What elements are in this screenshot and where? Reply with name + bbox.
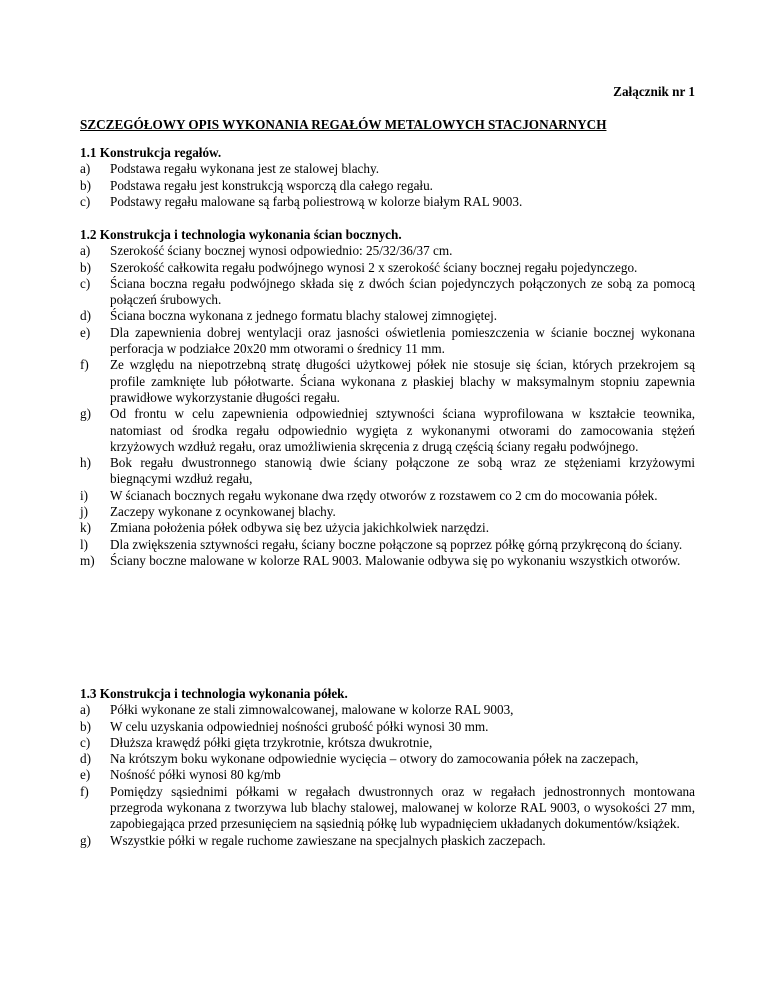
list-item-text: Ściana boczna wykonana z jednego formatu blachy stalowej zimnogiętej. xyxy=(110,308,498,324)
list-item-marker: c) xyxy=(80,734,91,750)
list-item xyxy=(80,504,695,520)
list-item-text: W ścianach bocznych regału wykonane dwa rzędy otworów z rozstawem co 2 cm do mocowania półek. xyxy=(110,487,658,503)
list-item xyxy=(80,833,695,849)
list-item xyxy=(80,553,695,569)
list-item xyxy=(80,735,695,751)
list-item-marker: h) xyxy=(80,455,91,471)
section-item-list xyxy=(80,243,695,569)
section-item-list xyxy=(80,161,695,210)
list-item xyxy=(80,784,695,833)
list-item-marker: g) xyxy=(80,832,91,848)
list-item-marker: a) xyxy=(80,161,91,177)
list-item xyxy=(80,537,695,553)
list-item-text: W celu uzyskania odpowiedniej nośności grubość półki wynosi 30 mm. xyxy=(110,718,489,734)
list-item-text: Na krótszym boku wykonane odpowiednie wycięcia – otwory do zamocowania półek na zaczepach, xyxy=(110,751,639,767)
page-title: SZCZEGÓŁOWY OPIS WYKONANIA REGAŁÓW METALOWYCH STACJONARNYCH xyxy=(80,117,607,132)
list-item-text: Ściana boczna regału podwójnego składa się z dwóch ścian pojedynczych połączonych ze sobą za pomocą połączeń śrubowych. xyxy=(110,275,695,308)
list-item-marker: g) xyxy=(80,406,91,422)
list-item-text: Od frontu w celu zapewnienia odpowiedniej sztywności ściana wyprofilowana w kształcie teownika, natomiast od środka regału odpowiednio wygięta z wykonanymi otworami do zamocowania stężeń krzyżowych wzdłuż regału, oraz umożliwienia skręcenia z drugą częścią ściany regału podwójnego. xyxy=(110,406,695,454)
list-item-text: Ze względu na niepotrzebną stratę długości użytkowej półek nie stosuje się ścian, których przekrojem są profile zamknięte lub półotwarte. Ściana wykonana z płaskiej blachy w maksymalnym stopniu zapewnia prawidłowe wykorzystanie długości regału. xyxy=(110,357,695,405)
list-item-text: Nośność półki wynosi 80 kg/mb xyxy=(110,767,281,783)
list-item-text: Szerokość ściany bocznej wynosi odpowiednio: 25/32/36/37 cm. xyxy=(110,243,453,259)
section-construction-of-shelving xyxy=(80,145,695,210)
list-item-marker: e) xyxy=(80,324,91,340)
list-item xyxy=(80,194,695,210)
annex-label: Załącznik nr 1 xyxy=(613,84,695,99)
list-item xyxy=(80,243,695,259)
list-item-text: Zaczepy wykonane z ocynkowanej blachy. xyxy=(110,504,336,520)
list-item-marker: a) xyxy=(80,243,91,259)
list-item xyxy=(80,702,695,718)
section-side-walls xyxy=(80,227,695,569)
list-item xyxy=(80,161,695,177)
list-item-marker: e) xyxy=(80,767,91,783)
list-item-text: Dla zwiększenia sztywności regału, ściany boczne połączone są poprzez półkę górną przykręconą do ściany. xyxy=(110,536,683,552)
section-title: 1.1 Konstrukcja regałów. xyxy=(80,145,222,160)
list-item-marker: d) xyxy=(80,308,91,324)
list-item-text: Ściany boczne malowane w kolorze RAL 9003. Malowanie odbywa się po wykonaniu wszystkich otworów. xyxy=(110,552,681,568)
list-item xyxy=(80,751,695,767)
list-item xyxy=(80,276,695,309)
list-item xyxy=(80,357,695,406)
list-item-marker: m) xyxy=(80,552,95,568)
list-item xyxy=(80,719,695,735)
section-title: 1.2 Konstrukcja i technologia wykonania ścian bocznych. xyxy=(80,227,402,242)
list-item-text: Pomiędzy sąsiednimi półkami w regałach dwustronnych oraz w regałach jednostronnych montowana przegroda wykonana z tworzywa lub blachy stalowej, malowanej w kolorze RAL 9003, o wysokości 27 mm, zapobiegająca przed przesunięciem na sąsiednią półkę lub wypadnięciem układanych dokumentów/książek. xyxy=(110,783,695,832)
list-item-marker: c) xyxy=(80,193,91,209)
list-item-marker: f) xyxy=(80,357,89,373)
list-item-marker: c) xyxy=(80,275,91,291)
list-item-marker: j) xyxy=(80,504,89,520)
section-item-list xyxy=(80,702,695,849)
list-item xyxy=(80,488,695,504)
list-item-text: Wszystkie półki w regale ruchome zawieszane na specjalnych płaskich zaczepach. xyxy=(110,832,546,848)
list-item xyxy=(80,260,695,276)
list-item-text: Szerokość całkowita regału podwójnego wynosi 2 x szerokość ściany bocznej regału pojedynczego. xyxy=(110,259,638,275)
list-item-marker: l) xyxy=(80,536,89,552)
list-item-text: Podstawa regału jest konstrukcją wsporczą dla całego regału. xyxy=(110,177,433,193)
list-item xyxy=(80,325,695,358)
list-item xyxy=(80,406,695,455)
list-item xyxy=(80,308,695,324)
list-item xyxy=(80,178,695,194)
list-item xyxy=(80,520,695,536)
list-item-marker: d) xyxy=(80,751,91,767)
section-title: 1.3 Konstrukcja i technologia wykonania półek. xyxy=(80,686,348,701)
list-item-text: Bok regału dwustronnego stanowią dwie ściany połączone ze sobą wraz ze stężeniami krzyżowymi biegnącymi wzdłuż regału, xyxy=(110,455,695,487)
list-item-text: Dłuższa krawędź półki gięta trzykrotnie, krótsza dwukrotnie, xyxy=(110,734,433,750)
list-item-marker: b) xyxy=(80,718,91,734)
list-item-marker: a) xyxy=(80,702,91,718)
list-item-marker: b) xyxy=(80,259,91,275)
list-item-text: Podstawy regału malowane są farbą poliestrową w kolorze białym RAL 9003. xyxy=(110,193,523,209)
list-item xyxy=(80,767,695,783)
list-item-text: Zmiana położenia półek odbywa się bez użycia jakichkolwiek narzędzi. xyxy=(110,520,489,536)
section-shelves xyxy=(80,686,695,849)
list-item-marker: f) xyxy=(80,783,89,799)
list-item-marker: i) xyxy=(80,487,89,503)
list-item xyxy=(80,455,695,488)
list-item-marker: k) xyxy=(80,520,91,536)
list-item-text: Dla zapewnienia dobrej wentylacji oraz jasności oświetlenia pomieszczenia w ścianie bocznej wykonana perforacja w podziałce 20x20 mm otworami o średnicy 11 mm. xyxy=(110,324,695,357)
list-item-marker: b) xyxy=(80,177,91,193)
list-item-text: Podstawa regału wykonana jest ze stalowej blachy. xyxy=(110,161,380,177)
list-item-text: Półki wykonane ze stali zimnowalcowanej, malowane w kolorze RAL 9003, xyxy=(110,702,514,718)
